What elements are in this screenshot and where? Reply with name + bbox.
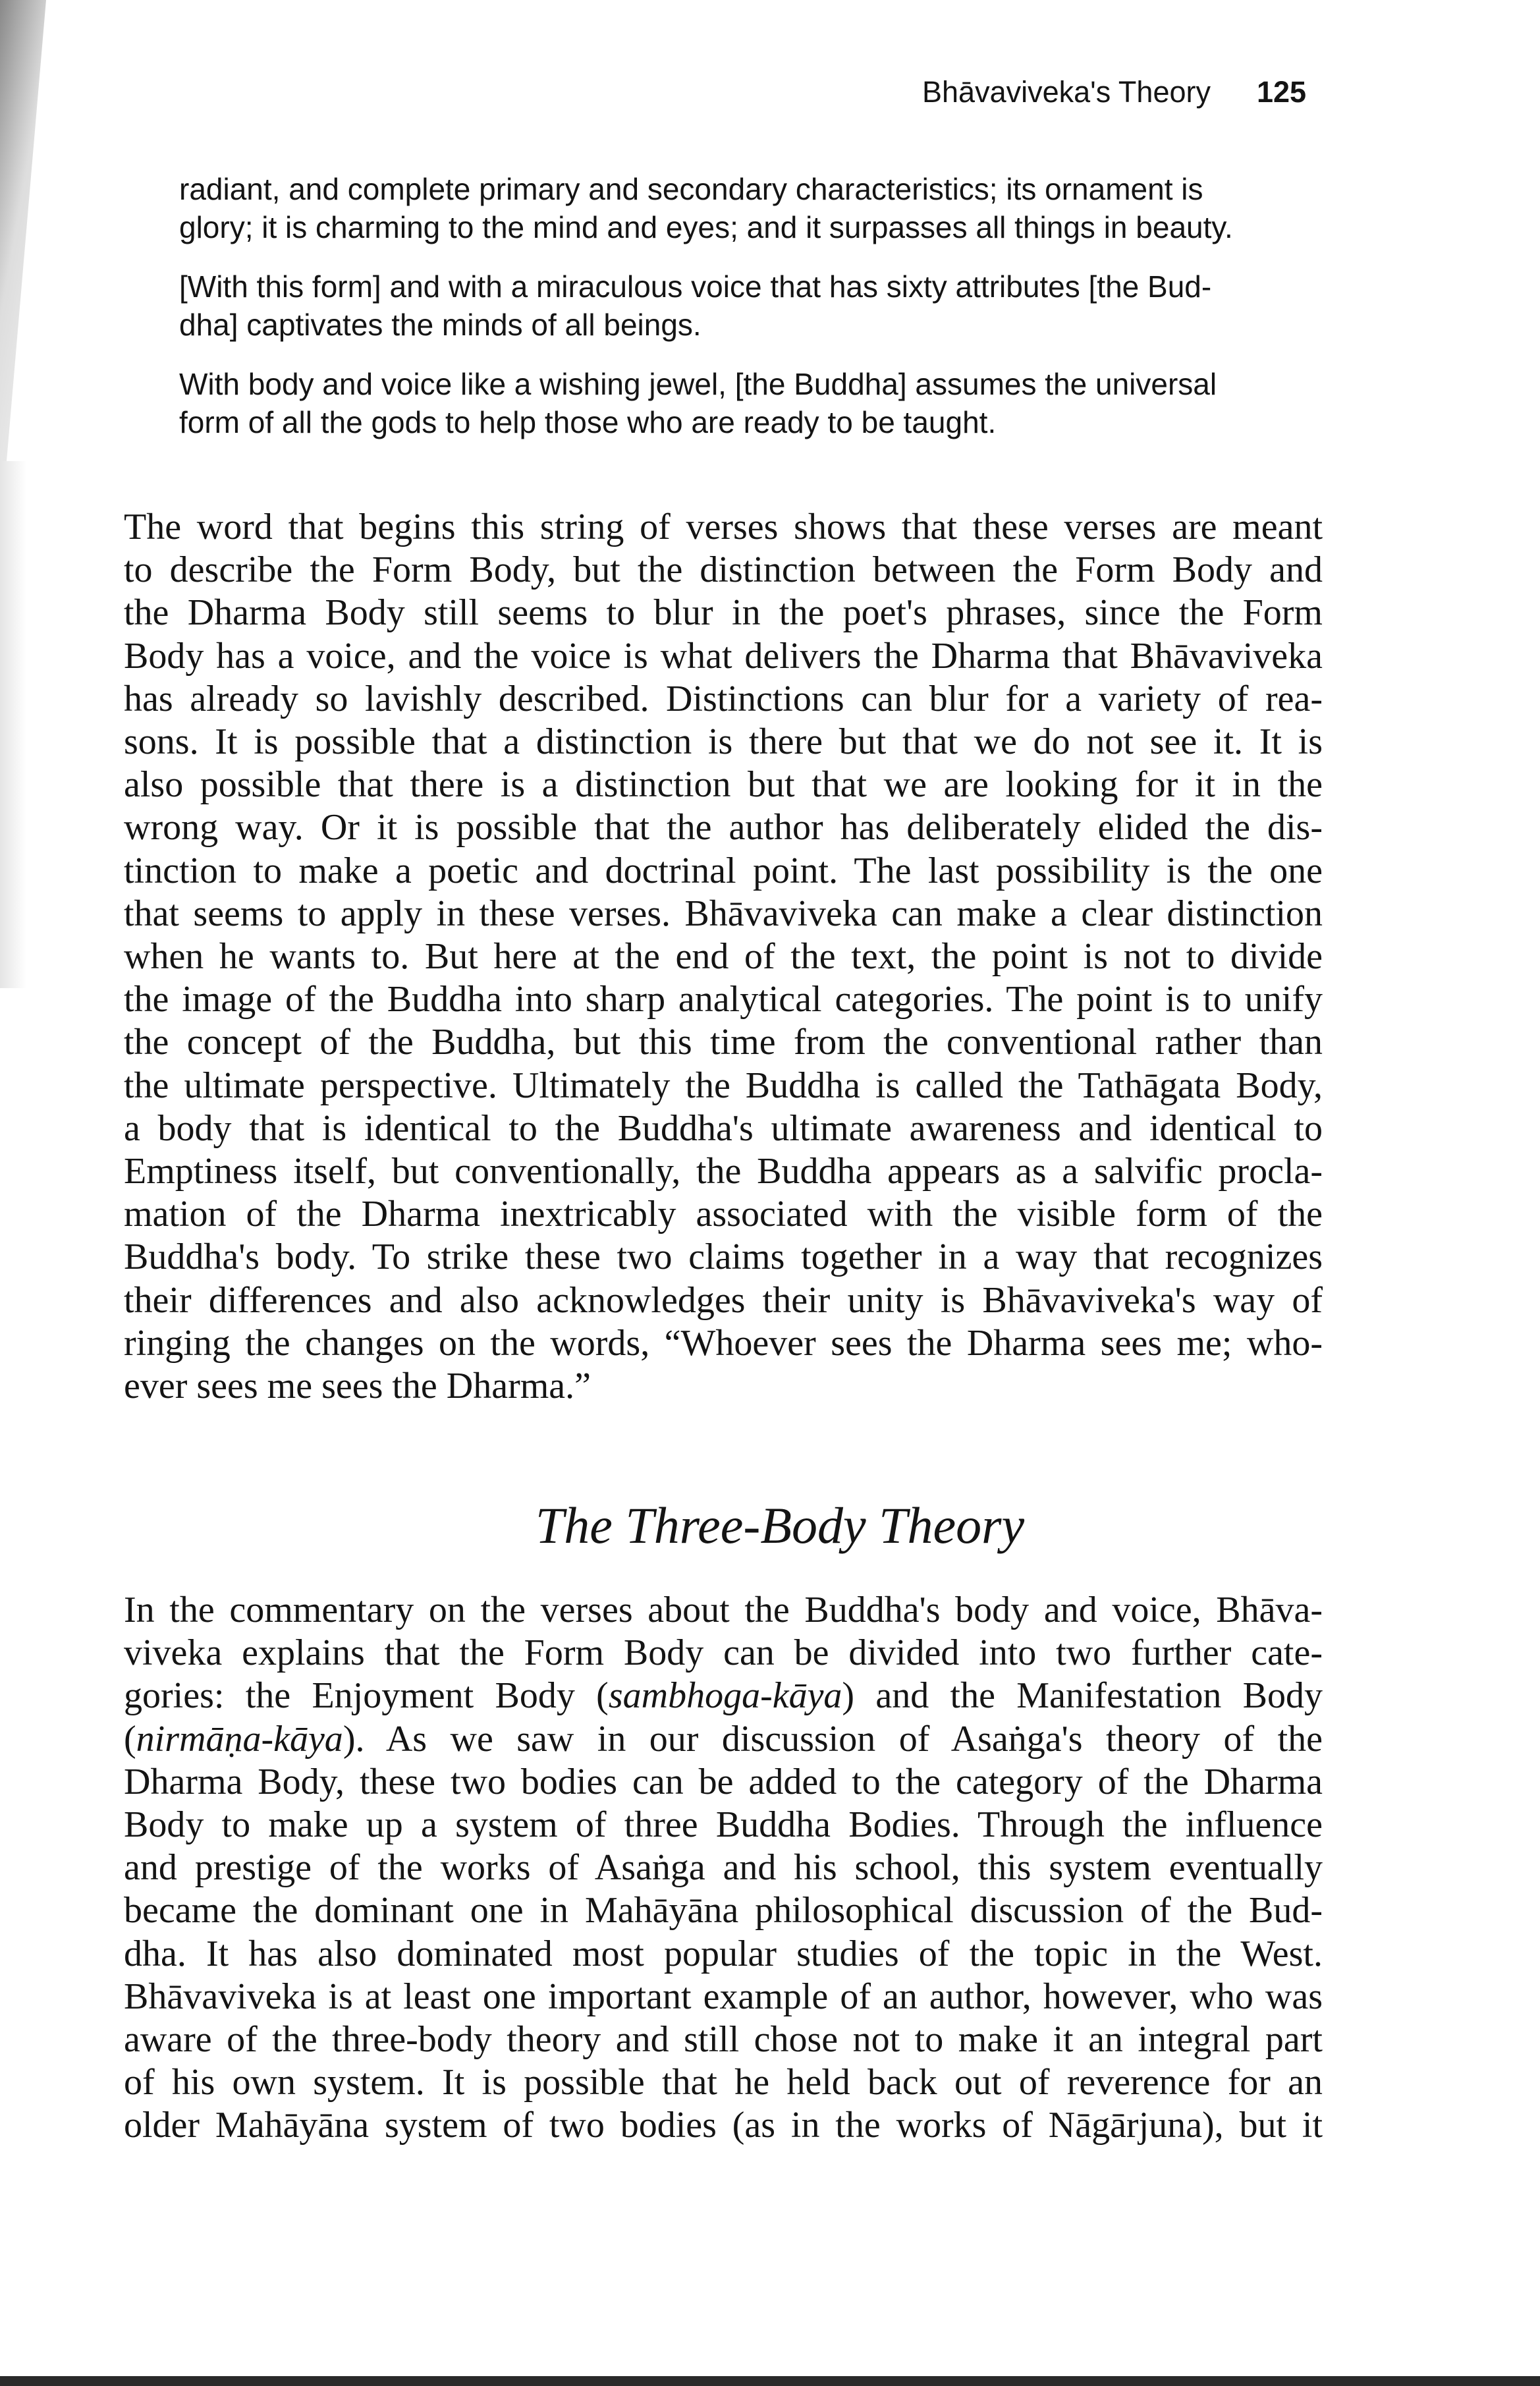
paragraph-line: Emptiness itself, but conventionally, the Buddha appears as a salvific procla- <box>124 1151 1323 1192</box>
paragraph-line: of his own system. It is possible that he held back out of reverence for an <box>124 2062 1323 2103</box>
extract-line: dha] captivates the minds of all beings. <box>179 308 701 342</box>
paragraph-line: ever sees me sees the Dharma.” <box>124 1366 591 1407</box>
paragraph-line: Dharma Body, these two bodies can be added to the category of the Dharma <box>124 1761 1323 1802</box>
paragraph-line: ringing the changes on the words, “Whoever sees the Dharma sees me; who- <box>124 1322 1323 1364</box>
line-text: ). As we saw in our discussion of Asaṅga's theory of the <box>343 1718 1323 1760</box>
paragraph-line: In the commentary on the verses about the Buddha's body and voice, Bhāva- <box>124 1590 1323 1630</box>
paragraph-line: Bhāvaviveka is at least one important example of an author, however, who was <box>124 1976 1323 2017</box>
paragraph-line: to describe the Form Body, but the distinction between the Form Body and <box>124 549 1323 591</box>
sanskrit-term: sambhoga-kāya <box>608 1675 842 1717</box>
paragraph-three-body <box>124 1589 1323 2148</box>
paragraph-line: the image of the Buddha into sharp analytical categories. The point is to unify <box>124 979 1323 1020</box>
section-heading: The Three-Body Theory <box>535 1497 1025 1554</box>
page-number: 125 <box>1256 75 1307 109</box>
extract-line: form of all the gods to help those who are ready to be taught. <box>179 405 997 439</box>
page-binding-shadow <box>0 0 79 461</box>
scan-bottom-edge <box>0 2376 1540 2386</box>
paragraph-line <box>124 1675 1323 1717</box>
paragraph-line: Buddha's body. To strike these two claims together in a way that recognizes <box>124 1236 1323 1278</box>
paragraph-line: viveka explains that the Form Body can be divided into two further cate- <box>124 1632 1323 1674</box>
verse-extract-3 <box>179 365 1292 441</box>
sanskrit-term: nirmāṇa-kāya <box>136 1718 343 1760</box>
paragraph-line: the ultimate perspective. Ultimately the Buddha is called the Tathāgata Body, <box>124 1065 1323 1106</box>
paragraph-line: and prestige of the works of Asaṅga and his school, this system eventually <box>124 1847 1323 1889</box>
paragraph-line: has already so lavishly described. Distinctions can blur for a variety of rea- <box>124 678 1323 719</box>
extract-line: glory; it is charming to the mind and eyes; and it surpasses all things in beauty. <box>179 210 1233 244</box>
paragraph-line: aware of the three-body theory and still chose not to make it an integral part <box>124 2019 1323 2061</box>
line-text: gories: the Enjoyment Body ( <box>124 1675 609 1717</box>
paragraph-line: when he wants to. But here at the end of the text, the point is not to divide <box>124 936 1323 978</box>
paragraph-line: dha. It has also dominated most popular studies of the topic in the West. <box>124 1933 1323 1974</box>
extract-line: radiant, and complete primary and secondary characteristics; its ornament is <box>179 172 1203 206</box>
paragraph-line: sons. It is possible that a distinction is there but that we do not see it. It is <box>124 721 1323 763</box>
running-head <box>922 74 1306 111</box>
paragraph-line: became the dominant one in Mahāyāna philosophical discussion of the Bud- <box>124 1890 1323 1931</box>
extract-line: [With this form] and with a miraculous voice that has sixty attributes [the Bud- <box>179 269 1212 304</box>
paragraph-line <box>124 1718 1323 1761</box>
paragraph-line: tinction to make a poetic and doctrinal point. The last possibility is the one <box>124 850 1323 891</box>
running-title: Bhāvaviveka's Theory <box>922 75 1211 109</box>
paragraph-line: a body that is identical to the Buddha's ultimate awareness and identical to <box>124 1107 1323 1149</box>
page-binding-shadow-lower <box>0 461 26 988</box>
paragraph-line: Body to make up a system of three Buddha Bodies. Through the influence <box>124 1804 1323 1846</box>
paragraph-line: mation of the Dharma inextricably associated with the visible form of the <box>124 1194 1323 1235</box>
paragraph-line: their differences and also acknowledges their unity is Bhāvaviveka's way of <box>124 1279 1323 1321</box>
paragraph-line: wrong way. Or it is possible that the author has deliberately elided the dis- <box>124 807 1323 848</box>
extract-line: With body and voice like a wishing jewel, [the Buddha] assumes the universal <box>179 367 1217 401</box>
verse-extract-2 <box>179 267 1292 344</box>
paragraph-line: Body has a voice, and the voice is what delivers the Dharma that Bhāvaviveka <box>124 635 1323 677</box>
paragraph-form-body <box>124 506 1323 1408</box>
paragraph-line: also possible that there is a distinction but that we are looking for it in the <box>124 764 1323 806</box>
paragraph-line: the concept of the Buddha, but this time from the conventional rather than <box>124 1022 1323 1063</box>
paragraph-line: the Dharma Body still seems to blur in the poet's phrases, since the Form <box>124 592 1323 634</box>
paragraph-line: The word that begins this string of verses shows that these verses are meant <box>124 507 1323 547</box>
paragraph-line: that seems to apply in these verses. Bhāvaviveka can make a clear distinction <box>124 893 1323 934</box>
line-text: ( <box>124 1718 136 1760</box>
verse-extract-1 <box>179 170 1292 246</box>
paragraph-line: older Mahāyāna system of two bodies (as in the works of Nāgārjuna), but it <box>124 2105 1323 2146</box>
line-text: ) and the Manifestation Body <box>842 1675 1323 1717</box>
